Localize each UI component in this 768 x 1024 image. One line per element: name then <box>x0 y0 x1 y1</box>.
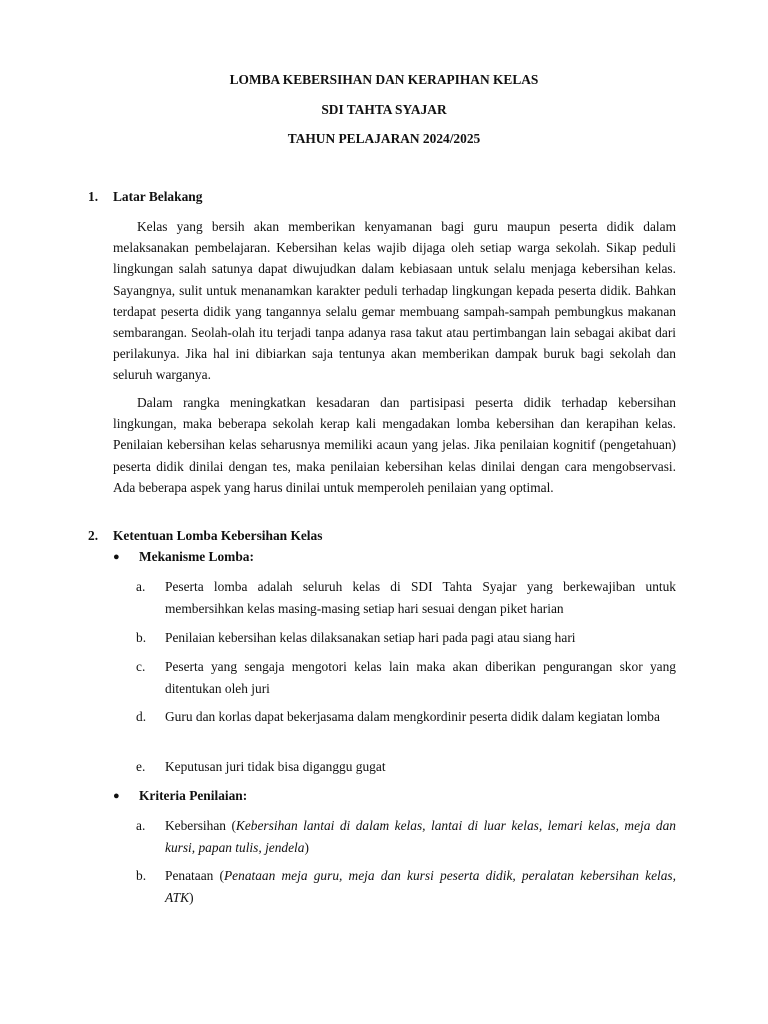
document-title: LOMBA KEBERSIHAN DAN KERAPIHAN KELAS <box>229 72 539 87</box>
section-title: Latar Belakang <box>113 189 203 204</box>
list-item-text: Peserta lomba adalah seluruh kelas di SDI Tahta Syajar yang berkewajiban untuk membersihkan kelas masing-masing setiap hari sesuai dengan piket harian <box>165 579 676 616</box>
criteria-detail: Penataan meja guru, meja dan kursi peserta didik, peralatan kebersihan kelas, ATK <box>165 868 676 905</box>
paren-close: ) <box>189 889 194 905</box>
list-item <box>136 706 676 728</box>
list-item-text <box>165 865 676 908</box>
section-title: Ketentuan Lomba Kebersihan Kelas <box>113 528 323 543</box>
list-item <box>136 656 676 699</box>
background-paragraph-1: Kelas yang bersih akan memberikan kenyamanan bagi guru maupun peserta didik dalam melaksanakan pembelajaran. Kebersihan kelas wajib dijaga oleh setiap warga sekolah. Sikap peduli lingkungan salah satunya dapat diwujudkan dalam kebiasaan untuk selalu menjaga kebersihan kelas. Sayangnya, sulit untuk menanamkan karakter peduli terhadap lingkungan kepada peserta didik. Bahkan terdapat peserta didik yang tangannya selalu gemar membuang sampah-sampah pembungkus makanan sembarangan. Seolah-olah itu terjadi tanpa adanya rasa takut atau pertimbangan lain sebagai akibat dari perilakunya. Jika hal ini dibiarkan saja tentunya akan memberikan dampak buruk bagi sekolah dan seluruh warganya. <box>113 219 676 383</box>
list-item-label: a. <box>136 579 146 594</box>
list-item-label: c. <box>136 659 146 674</box>
bullet-icon: ● <box>113 551 120 563</box>
academic-year: TAHUN PELAJARAN 2024/2025 <box>287 131 481 146</box>
criteria-term: Kebersihan <box>165 818 226 833</box>
list-item-label: b. <box>136 868 147 883</box>
list-item-text <box>165 815 676 858</box>
mekanisme-heading <box>113 548 254 566</box>
section-2-heading <box>88 527 322 545</box>
list-item <box>136 576 676 619</box>
bullet-label: Mekanisme Lomba: <box>139 549 254 564</box>
list-item-text: Guru dan korlas dapat bekerjasama dalam mengkordinir peserta didik dalam kegiatan lomba <box>165 709 660 724</box>
list-item-text: Peserta yang sengaja mengotori kelas lain maka akan diberikan pengurangan skor yang ditentukan oleh juri <box>165 659 676 696</box>
school-name: SDI TAHTA SYAJAR <box>321 102 447 117</box>
paren-close: ) <box>304 839 309 855</box>
list-item <box>136 865 676 908</box>
criteria-detail: Kebersihan lantai di dalam kelas, lantai di luar kelas, lemari kelas, meja dan kursi, papan tulis, jendela <box>165 818 677 855</box>
list-item-label: a. <box>136 818 146 833</box>
list-item <box>136 756 676 778</box>
paren-open: ( <box>213 868 224 883</box>
list-item-text: Keputusan juri tidak bisa diganggu gugat <box>165 759 386 774</box>
list-item-label: d. <box>136 709 147 724</box>
list-item-label: b. <box>136 630 147 645</box>
section-1-heading <box>88 188 202 206</box>
kriteria-heading <box>113 787 247 805</box>
criteria-term: Penataan <box>165 868 214 883</box>
list-item <box>136 627 676 649</box>
section-number: 2. <box>88 528 99 543</box>
background-paragraph-2: Dalam rangka meningkatkan kesadaran dan partisipasi peserta didik terhadap kebersihan lingkungan, maka beberapa sekolah kerap kali mengadakan lomba kebersihan dan kerapihan kelas. Penilaian kebersihan kelas seharusnya memiliki acaun yang jelas. Jika penilaian kognitif (pengetahuan) peserta didik dinilai dengan tes, maka penilaian kebersihan kelas dinilai dengan cara mengobservasi. Ada beberapa aspek yang harus dinilai untuk memperoleh penilaian yang optimal. <box>113 395 676 495</box>
section-number: 1. <box>88 189 99 204</box>
list-item-text: Penilaian kebersihan kelas dilaksanakan setiap hari pada pagi atau siang hari <box>165 630 576 645</box>
list-item-label: e. <box>136 759 146 774</box>
bullet-label: Kriteria Penilaian: <box>139 788 248 803</box>
list-item <box>136 815 676 858</box>
bullet-icon: ● <box>113 790 120 802</box>
paren-open: ( <box>225 818 236 833</box>
